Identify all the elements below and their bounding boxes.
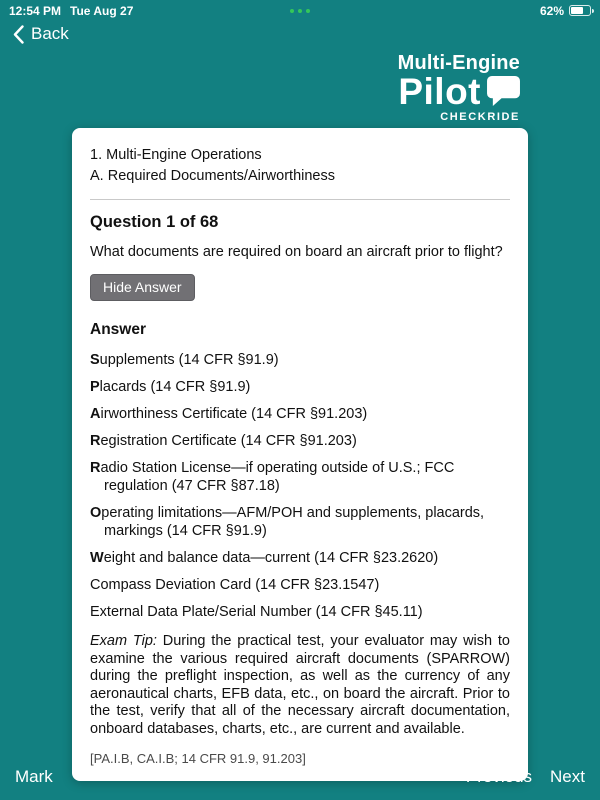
question-text: What documents are required on board an aircraft prior to flight?	[90, 244, 503, 260]
clock-date: Tue Aug 27	[70, 3, 134, 18]
acs-reference: [PA.I.B, CA.I.B; 14 CFR 91.9, 91.203]	[90, 751, 306, 766]
speech-bubble-icon	[487, 76, 520, 107]
next-button[interactable]: Next	[550, 767, 585, 786]
status-left	[9, 4, 133, 18]
chevron-left-icon	[13, 25, 24, 44]
answer-item-supplements: Supplements (14 CFR §91.9)	[90, 352, 279, 368]
previous-button[interactable]: Previous	[465, 767, 533, 786]
battery-percent: 62%	[539, 3, 564, 18]
answer-header: Answer	[90, 321, 146, 338]
clock-time: 12:54 PM	[9, 3, 62, 18]
battery-status	[540, 4, 591, 18]
question-card	[72, 128, 528, 781]
battery-icon	[569, 5, 591, 16]
mark-button[interactable]: Mark	[15, 767, 53, 786]
answer-item-placards: Placards (14 CFR §91.9)	[90, 379, 251, 395]
exam-tip-text: During the practical test, your evaluator may wish to examine the various required aircraft documents (SPARROW) during the preflight inspection, as well as the currency of any aeronautical charts, EFB data, etc., on board the aircraft. Prior to the test, verify that all of the necessary aircraft documentation, onboard databases, charts, etc., are current and available.	[90, 633, 510, 737]
back-label: Back	[31, 24, 69, 43]
answer-item-data-plate: External Data Plate/Serial Number (14 CFR §45.11)	[90, 604, 423, 620]
answer-item-registration: Registration Certificate (14 CFR §91.203)	[90, 433, 357, 449]
logo-multi-engine: Multi-Engine	[397, 52, 520, 74]
exam-tip-label: Exam Tip:	[90, 633, 157, 649]
hide-answer-button[interactable]: Hide Answer	[90, 274, 195, 301]
answer-item-radio-license: Radio Station License—if operating outside of U.S.; FCC regulation (47 CFR §87.18)	[90, 460, 455, 494]
logo-pilot-row	[398, 71, 520, 112]
answer-item-compass-card: Compass Deviation Card (14 CFR §23.1547)	[90, 577, 380, 593]
chapter-title: 1. Multi-Engine Operations	[90, 147, 262, 163]
exam-tip	[90, 633, 510, 738]
status-bar	[0, 0, 600, 21]
logo-checkride: CHECKRIDE	[440, 111, 520, 124]
section-title: A. Required Documents/Airworthiness	[90, 168, 335, 184]
multitasking-dots-icon	[290, 9, 310, 13]
bottom-toolbar	[0, 754, 600, 800]
logo-pilot: Pilot	[398, 71, 481, 112]
divider	[90, 199, 510, 200]
answer-item-operating-limitations: Operating limitations—AFM/POH and supplements, placards, markings (14 CFR §91.9)	[90, 505, 485, 539]
answer-item-airworthiness: Airworthiness Certificate (14 CFR §91.203)	[90, 406, 368, 422]
app-logo	[398, 52, 520, 123]
bottom-toolbar-right	[466, 767, 585, 787]
answer-item-weight-balance: Weight and balance data—current (14 CFR §23.2620)	[90, 550, 439, 566]
back-button[interactable]	[13, 24, 69, 44]
question-header: Question 1 of 68	[90, 213, 219, 231]
